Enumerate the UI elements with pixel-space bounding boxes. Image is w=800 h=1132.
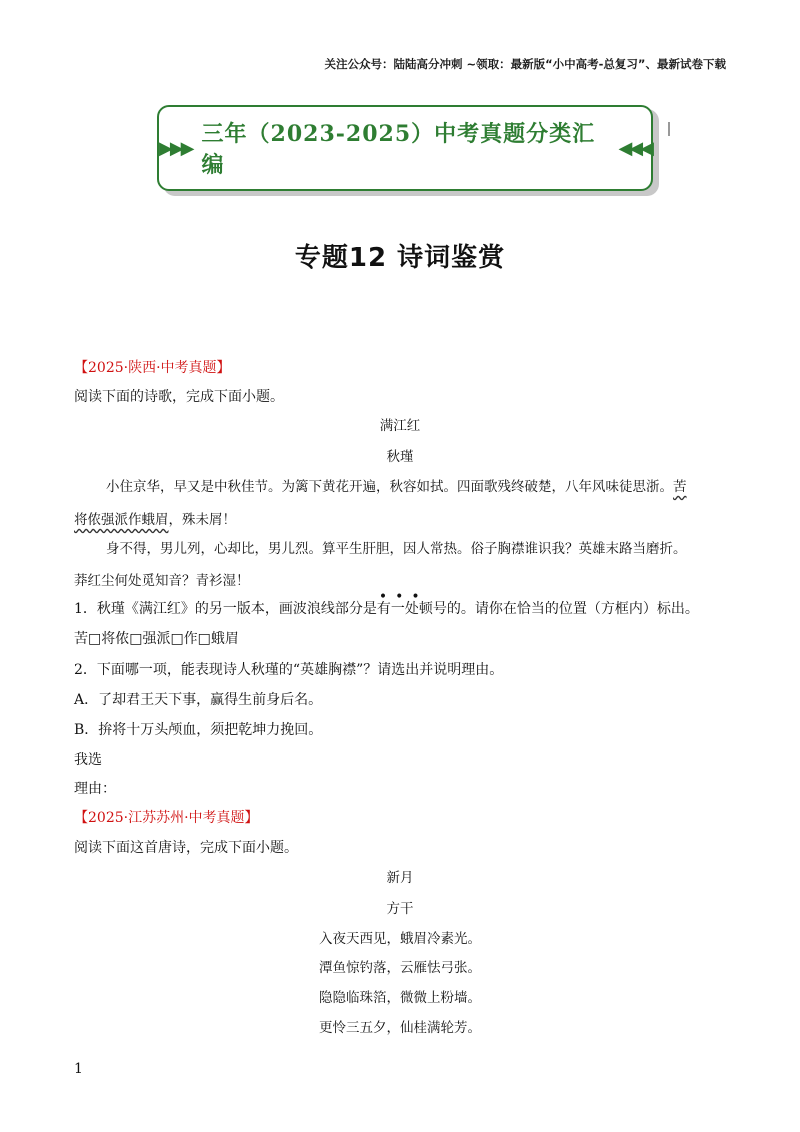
- choice-line: 我选: [74, 752, 102, 768]
- banner-title: 三年（2023-2025）中考真题分类汇编: [201, 121, 596, 178]
- poem-para-1-text: 小住京华，早又是中秋佳节。为篱下黄花开遍，秋容如拭。四面歌残终破楚，八年风味徒思浙。: [106, 479, 673, 495]
- intro-2: 阅读下面这首唐诗，完成下面小题。: [74, 840, 298, 856]
- q1-pre: 1．秋瑾《满江红》的另一版本，画波浪线部分是: [74, 601, 377, 617]
- poem-author-1: 秋瑾: [386, 449, 414, 465]
- poem-line: 更怜三五夕，仙桂满轮芳。: [319, 1020, 481, 1036]
- wavy-underline-1: 苦: [673, 479, 687, 495]
- q1-post: 顿号的。请你在恰当的位置（方框内）标出。: [418, 601, 699, 617]
- page-title: 专题12 诗词鉴赏: [294, 243, 506, 273]
- question-2: 2．下面哪一项，能表现诗人秋瑾的“英雄胸襟”？请选出并说明理由。: [74, 662, 504, 678]
- poem-para-1: [106, 475, 687, 495]
- emphasis-dots: •••: [378, 589, 428, 605]
- intro-1: 阅读下面的诗歌，完成下面小题。: [74, 389, 284, 405]
- poem-line: 入夜天西见，蛾眉冷素光。: [319, 931, 481, 947]
- poem-title-1: 满江红: [379, 418, 421, 434]
- poem-line: 隐隐临珠箔，微微上粉墙。: [319, 990, 481, 1006]
- poem-title-2: 新月: [386, 870, 414, 886]
- arrows-right-icon: ◀◀◀: [618, 137, 651, 159]
- header-note: 关注公众号：陆陆高分冲刺 ~领取：最新版“小中高考-总复习”、最新试卷下载: [324, 57, 726, 71]
- q1-dotted: [376, 589, 428, 617]
- poem-author-2: 方干: [386, 901, 414, 917]
- source-label-1: 【2025·陕西·中考真题】: [74, 360, 231, 376]
- poem-para-2: 身不得，男儿列，心却比，男儿烈。算平生肝胆，因人常热。俗子胸襟谁识我？英雄末路当磨折。: [106, 541, 687, 557]
- q1-answer: 苦□将侬□强派□作□蛾眉: [74, 631, 239, 647]
- poem-para-1-cont: [74, 508, 236, 528]
- option-b: B．拚将十万头颅血，须把乾坤力挽回。: [74, 722, 323, 738]
- poem-line: 潭鱼惊钓落，云雁怯弓张。: [319, 960, 481, 976]
- q1-dotted-text: 有一处: [376, 601, 419, 617]
- arrows-left-icon: ▶▶▶: [159, 137, 192, 159]
- question-1: [74, 589, 699, 618]
- page-number: 1: [74, 1061, 83, 1077]
- source-label-2: 【2025·江苏苏州·中考真题】: [74, 810, 259, 826]
- title-banner: [157, 105, 653, 191]
- banner-mark: [668, 122, 670, 136]
- poem-para-1-end: ，殊未屑！: [168, 512, 236, 528]
- option-a: A．了却君王天下事，赢得生前身后名。: [74, 692, 323, 708]
- wavy-underline-2: 将侬强派作蛾眉: [74, 512, 169, 528]
- reason-line: 理由：: [74, 781, 116, 797]
- poem-para-3: 莽红尘何处觅知音？青衫湿！: [74, 573, 250, 589]
